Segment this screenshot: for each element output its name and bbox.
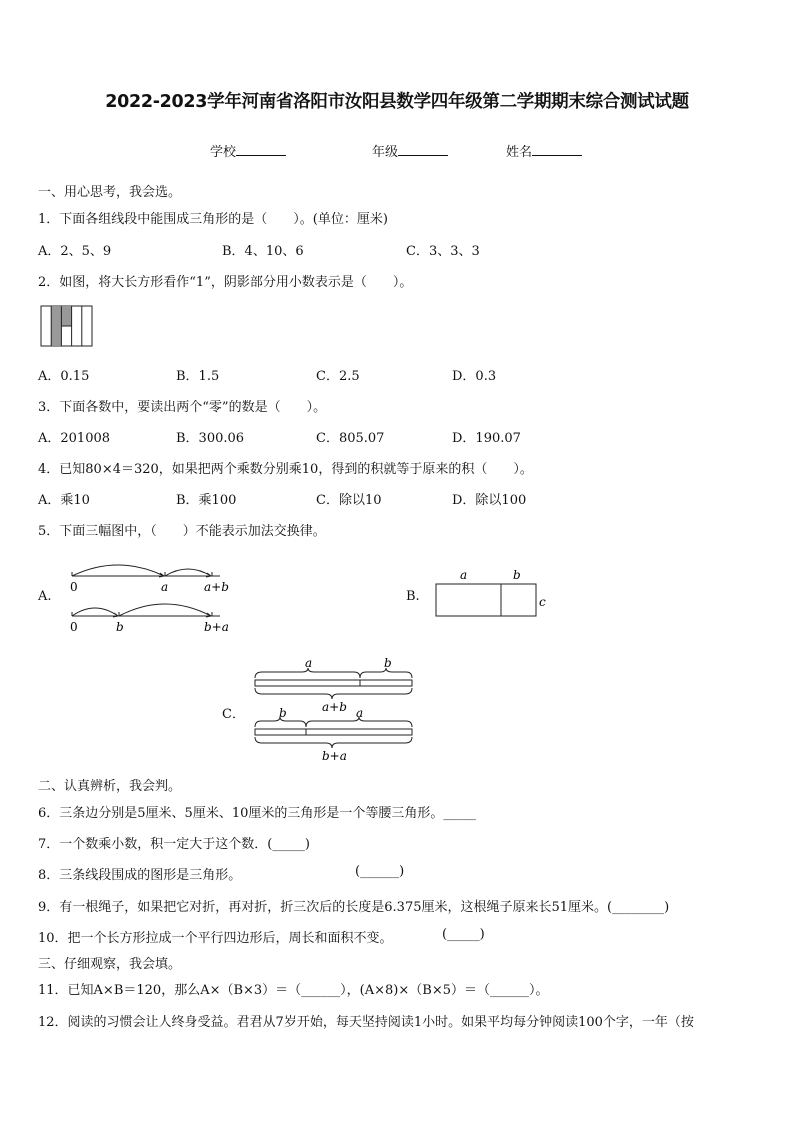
question-8: 8．三条线段围成的图形是三角形。 [38,868,242,883]
question-5: 5．下面三幅图中，（ ）不能表示加法交换律。 [38,524,326,539]
grade-blank[interactable] [398,155,448,156]
fig-c-bar-2 [255,729,412,735]
section-3-heading: 三、仔细观察，我会填。 [38,957,182,972]
fig-c-label-b-top: b [384,656,392,670]
fig-a-arc-a2 [119,604,211,616]
q1-option-c[interactable]: C．3、3、3 [406,244,480,259]
fig-c-brace-b-top [360,668,412,678]
question-1: 1．下面各组线段中能围成三角形的是（ ）。(单位：厘米) [38,212,388,227]
question-11: 11．已知A×B＝120，那么A×（B×3）＝（______），(A×8)×（B×5）＝（______）。 [38,983,549,998]
question-6: 6．三条边分别是5厘米、5厘米、10厘米的三角形是一个等腰三角形。_____ [38,806,476,821]
question-7: 7．一个数乘小数，积一定大于这个数．(_____) [38,837,310,852]
q5-figure-c [250,654,420,764]
question-4: 4．已知80×4＝320，如果把两个乘数分别乘10，得到的积就等于原来的积（ ）。 [38,462,533,477]
fig-c-brace-sum-2 [255,737,412,748]
section-2-heading: 二、认真辨析，我会判。 [38,779,182,794]
fig-c-label-a-plus-b: a+b [322,700,347,714]
fig-a-zero-2: 0 [70,620,78,634]
question-2: 2．如图，将大长方形看作“1”，阴影部分用小数表示是（ ）。 [38,275,413,290]
name-blank[interactable] [532,155,582,156]
q3-option-b[interactable]: B．300.06 [176,431,245,446]
fig-a-zero-1: 0 [70,580,78,594]
grade-label: 年级 [372,145,399,160]
grade-field [372,141,448,160]
q10-answer-blank[interactable]: (_____) [442,927,485,942]
fig-c-label-a-bot: a [356,706,364,720]
question-12: 12．阅读的习惯会让人终身受益。君君从7岁开始，每天坚持阅读1小时。如果平均每分钟阅读100个字，一年（按 [38,1015,694,1030]
section-1-heading: 一、用心思考，我会选。 [38,185,182,200]
q3-option-c[interactable]: C．805.07 [316,431,385,446]
q2-rectangle-figure [38,303,98,349]
q5-figure-b [430,566,560,622]
fig-a-arc-b2 [72,608,118,616]
q5-option-c-label[interactable]: C． [222,707,245,722]
q5-option-a-label[interactable]: A. [38,589,52,604]
fig-a-arc-b [165,569,211,576]
fig-a-label-a-plus-b: a+b [204,580,229,594]
q2-option-d[interactable]: D．0.3 [452,369,497,384]
school-field [210,141,286,160]
fig-a-arc-a [72,565,164,576]
fig-c-brace-a-bot [306,717,412,727]
fig-b-label-a: a [460,568,468,582]
q3-option-d[interactable]: D．190.07 [452,431,521,446]
q5-option-b-label[interactable]: B. [406,589,420,604]
question-3: 3．下面各数中，要读出两个“零”的数是（ ）。 [38,400,327,415]
q3-option-a[interactable]: A．201008 [38,431,111,446]
name-label: 姓名 [506,145,533,160]
fig-b-label-c: c [539,595,546,609]
q2-shaded-strip-1 [51,306,61,346]
q4-option-b[interactable]: B．乘100 [176,493,237,508]
q8-answer-blank[interactable]: (______) [355,864,405,879]
fig-c-brace-a-top [255,668,360,678]
q4-option-c[interactable]: C．除以10 [316,493,382,508]
fig-c-brace-b-bot [255,717,306,727]
fig-c-label-b-plus-a: b+a [322,749,347,763]
q2-option-a[interactable]: A．0.15 [38,369,90,384]
page-title: 2022-2023学年河南省洛阳市汝阳县数学四年级第二学期期末综合测试试题 [105,92,689,112]
question-9: 9．有一根绳子，如果把它对折，再对折，折三次后的长度是6.375厘米，这根绳子原来长51厘米。(________) [38,900,670,915]
fig-a-label-b: b [116,620,124,634]
question-10: 10．把一个长方形拉成一个平行四边形后，周长和面积不变。 [38,931,393,946]
school-blank[interactable] [236,155,286,156]
q2-option-b[interactable]: B．1.5 [176,369,220,384]
q1-option-b[interactable]: B．4、10、6 [222,244,304,259]
q2-option-c[interactable]: C．2.5 [316,369,360,384]
fig-c-label-a-top: a [305,656,313,670]
q4-option-a[interactable]: A．乘10 [38,493,90,508]
fig-c-bar-1 [255,680,412,686]
fig-a-label-a: a [161,580,169,594]
q4-option-d[interactable]: D．除以100 [452,493,527,508]
fig-b-label-b: b [513,568,521,582]
fig-c-brace-sum-1 [255,688,412,699]
fig-b-rectangle [436,584,536,616]
name-field [506,141,582,160]
q1-option-a[interactable]: A．2、5、9 [38,244,112,259]
q5-figure-a [60,556,240,636]
fig-a-label-b-plus-a: b+a [204,620,229,634]
q2-shaded-half-strip [61,306,71,326]
school-label: 学校 [210,145,237,160]
fig-c-label-b-bot: b [279,706,287,720]
